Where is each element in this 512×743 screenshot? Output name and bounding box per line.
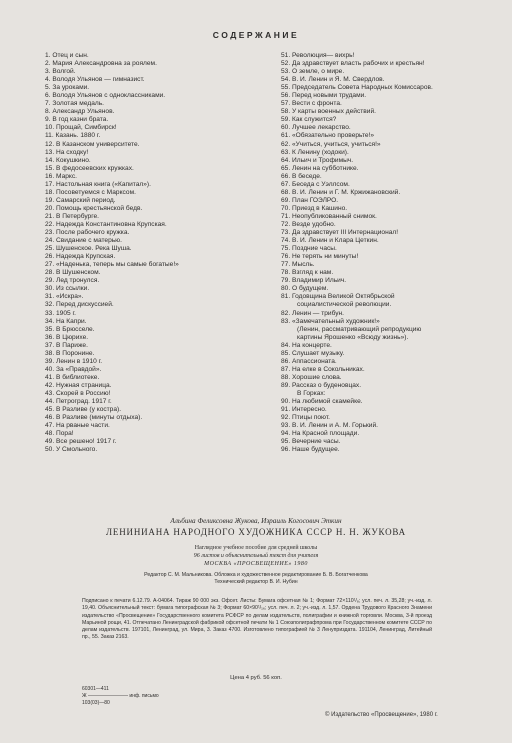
contents-item: 59. Как служится?: [281, 116, 337, 124]
contents-item: 15. В федосеевских кружках.: [45, 164, 134, 172]
contents-item: 9. В год казни брата.: [45, 116, 109, 124]
contents-item: 31. «Искра».: [45, 293, 84, 301]
contents-item: 41. В библиотеке.: [45, 373, 100, 381]
contents-item: 53. О земле, о мире.: [281, 68, 345, 76]
contents-item: социалистической революции.: [297, 301, 392, 309]
code-line: 60301—411: [82, 686, 109, 692]
contents-item: 19. Самарский период.: [45, 196, 116, 204]
contents-item: 95. Вечерние часы.: [281, 438, 341, 446]
contents-item: 29. Лед тронулся.: [45, 277, 100, 285]
contents-item: 73. Да здравствует III Интернационал!: [281, 229, 399, 237]
code-line: 103(03)—80: [82, 700, 110, 706]
tech-editor-line: Технический редактор В. И. Нубин: [214, 578, 298, 585]
contents-item: 32. Перед дискуссией.: [45, 301, 114, 309]
contents-item: 74. В. И. Ленин и Клара Цеткин.: [281, 237, 379, 245]
contents-item: 84. На концерте.: [281, 341, 332, 349]
contents-item: 60. Лучшее лекарство.: [281, 124, 351, 132]
contents-item: 3. Волгой.: [45, 68, 76, 76]
contents-item: 37. В Париже.: [45, 341, 88, 349]
contents-item: 34. На Капри.: [45, 317, 87, 325]
contents-item: 82. Ленин — трибун.: [281, 309, 344, 317]
contents-item: 14. Кокушкино.: [45, 156, 91, 164]
contents-item: 11. Казань. 1880 г.: [45, 132, 101, 140]
contents-item: 72. Везде удобно.: [281, 220, 336, 228]
contents-item: 26. Надежда Крупская.: [45, 253, 116, 261]
price: Цена 4 руб. 56 коп.: [230, 675, 282, 681]
contents-item: 68. В. И. Ленин и Г. М. Кржижановский.: [281, 188, 401, 196]
contents-item: 50. У Смольного.: [45, 446, 98, 454]
subtitle-line-1: Наглядное учебное пособие для средней школы: [194, 545, 318, 551]
contents-item: 46. В Разливе (минуты отдыха).: [45, 414, 143, 422]
contents-item: 10. Прощай, Симбирск!: [45, 124, 117, 132]
code-line: Ж ———————— инф. письмо: [82, 693, 159, 699]
contents-item: 51. Революция— вихрь!: [281, 52, 355, 59]
contents-item: 79. Владимир Ильич.: [281, 277, 347, 285]
contents-item: 90. На любимой скамейке.: [281, 398, 363, 406]
contents-item: 12. В Казанском университете.: [45, 140, 140, 148]
contents-item: 55. Председатель Совета Народных Комиссаров.: [281, 84, 433, 92]
contents-item: 42. Нужная страница.: [45, 381, 112, 389]
contents-item: 75. Поздние часы.: [281, 245, 337, 253]
contents-item: 96. Наше будущее.: [281, 446, 340, 454]
contents-item: В Горках:: [297, 389, 326, 397]
contents-item: 65. Ленин на субботнике.: [281, 164, 359, 172]
contents-item: 2. Мария Александровна за роялем.: [45, 60, 157, 68]
subtitle-line-2: 96 листов и объяснительный текст для учителя: [193, 553, 319, 560]
copyright: © Издательство «Просвещение», 1980 г.: [325, 712, 438, 718]
contents-item: 57. Вести с фронта.: [281, 100, 342, 108]
contents-item: 20. Помощь крестьянской бедв.: [45, 204, 143, 212]
catalog-codes: [82, 686, 159, 707]
contents-item: 30. Из ссылки.: [45, 285, 90, 293]
book-title: ЛЕНИНИАНА НАРОДНОГО ХУДОЖНИКА СССР Н. Н. ЖУКОВА: [106, 527, 406, 537]
contents-left-column: [45, 52, 260, 454]
contents-item: 86. Аппассионата.: [281, 357, 337, 365]
contents-item: 62. «Учиться, учиться, учиться!»: [281, 140, 381, 148]
contents-item: 40. За «Правдой».: [45, 365, 102, 373]
contents-item: 67. Беседа с Уэллсом.: [281, 180, 350, 188]
contents-item: картины Ярошенко «Всюду жизнь»).: [297, 333, 409, 341]
contents-item: 81. Годовщина Великой Октябрьской: [281, 293, 395, 301]
editor-line: Редактор С. М. Мальникова. Обложка и художественное редактирование Б. В. Богатченкова: [144, 571, 368, 578]
contents-item: 54. В. И. Ленин и Я. М. Свердлов.: [281, 76, 385, 84]
contents-item: 70. Приезд в Кашино.: [281, 204, 348, 212]
contents-item: 92. Птицы поют.: [281, 414, 330, 422]
contents-item: 44. Петроград. 1917 г.: [45, 398, 112, 406]
contents-item: 18. Посоветуемся с Марксом.: [45, 188, 136, 196]
contents-item: 33. 1905 г.: [45, 309, 76, 317]
contents-item: 39. Ленин в 1910 г.: [45, 357, 103, 365]
contents-item: 71. Неопубликованный снимок.: [281, 212, 377, 220]
contents-item: 48. Пора!: [45, 430, 74, 438]
contents-item: 88. Хорошие слова.: [281, 373, 342, 381]
contents-item: 5. За уроками.: [45, 84, 90, 92]
contents-item: 78. Взгляд к нам.: [281, 269, 334, 277]
contents-right-column: [281, 52, 501, 454]
contents-item: 25. Шушенское. Река Шуша.: [45, 245, 132, 253]
imprint: [40, 516, 472, 586]
contents-item: 80. О будущем.: [281, 285, 329, 293]
contents-item: 77. Мысль.: [281, 261, 315, 269]
contents-item: 85. Слушает музыку.: [281, 349, 345, 357]
contents-item: 1. Отец и сын.: [45, 52, 89, 59]
contents-item: 35. В Брюсселе.: [45, 325, 95, 333]
contents-item: 76. Не терять ни минуты!: [281, 253, 359, 261]
publisher-line: МОСКВА «ПРОСВЕЩЕНИЕ» 1980: [204, 561, 308, 568]
contents-item: 66. В беседе.: [281, 172, 322, 180]
contents-item: 38. В Поронине.: [45, 349, 95, 357]
contents-item: 47. На рваные части.: [45, 422, 110, 430]
contents-item: 4. Володя Ульянов — гимназист.: [45, 76, 145, 84]
contents-item: 45. В Разливе (у костра).: [45, 406, 122, 414]
contents-item: 69. План ГОЭЛРО.: [281, 196, 339, 204]
contents-item: 89. Рассказ о буденовцах.: [281, 381, 362, 389]
contents-item: 91. Интересно.: [281, 406, 327, 414]
contents-item: 16. Маркс.: [45, 172, 77, 180]
contents-item: 24. Свидание с матерью.: [45, 237, 122, 245]
contents-item: 49. Все решено! 1917 г.: [45, 438, 117, 446]
contents-item: 61. «Обязательно проверьте!»: [281, 132, 375, 140]
contents-item: 87. На елке в Сокольниках.: [281, 365, 365, 373]
contents-item: 56. Перед новыми трудами.: [281, 92, 367, 100]
contents-item: 21. В Петербурге.: [45, 212, 99, 220]
contents-item: 28. В Шушенском.: [45, 269, 101, 277]
contents-item: 22. Надежда Константиновна Крупская.: [45, 220, 167, 228]
contents-item: 8. Александр Ульянов.: [45, 108, 115, 116]
publication-data: Подписано к печати 6.12.79. А-04064. Тираж 90 000 экз. Офсет. Листы: Бумага офсетная № 1; Формат 72×110¹/₈; усл. печ. л. 35,28; уч.-изд. л. 19,40. Объяснительный текст: бумага типографская № 3; Формат 60×90¹/₁₆; усл. печ. л. 2; уч.-изд. л. 1,57. Ордена Трудового Красного Знамени издательство «Просвещение» Государственного комитета РСФСР по делам издательств, полиграфии и книжной торговли. Москва, 3-й проезд Марьиной рощи, 41. Отпечатано Ленинградской фабрикой офсетной печати № 1 Союзполиграфпрома при Государственном комитете СССР по делам издательств. 197101, Ленинград, ул. Мира, 3. Заказ 4700. Изготовлено типографией № 3 Ленуприздата. 191104, Ленинград, Литейный пр., 55. Заказ 2163.: [82, 598, 432, 641]
contents-item: 93. В. И. Ленин и А. М. Горький.: [281, 422, 378, 430]
contents-item: 23. После рабочего кружка.: [45, 229, 130, 237]
contents-item: 43. Скорей в Россию!: [45, 389, 111, 397]
authors: Альбина Феликсовна Жукова, Израиль Когосович Эткин: [170, 517, 342, 525]
contents-item: 94. На Красной площади.: [281, 430, 360, 438]
contents-item: 36. В Цюрихе.: [45, 333, 89, 341]
contents-item: 63. К Ленину (ходоки).: [281, 148, 349, 156]
contents-item: 17. Настольная книга («Капитал»).: [45, 180, 151, 188]
contents-item: 64. Ильич и Трофимыч.: [281, 156, 354, 164]
contents-item: 27. «Наденька, теперь мы самые богатые!»: [45, 261, 179, 269]
contents-item: (Ленин, рассматривающий репродукцию: [297, 325, 422, 333]
contents-item: 13. На сходку!: [45, 148, 89, 156]
contents-item: 83. «Замечательный художник!»: [281, 317, 380, 325]
contents-item: 6. Володя Ульянов с одноклассниками.: [45, 92, 166, 100]
contents-title: СОДЕРЖАНИЕ: [212, 30, 300, 40]
contents-item: 52. Да здравствует власть рабочих и крестьян!: [281, 60, 425, 68]
contents-item: 58. У карты военных действий.: [281, 108, 376, 116]
contents-item: 7. Золотая медаль.: [45, 100, 104, 108]
